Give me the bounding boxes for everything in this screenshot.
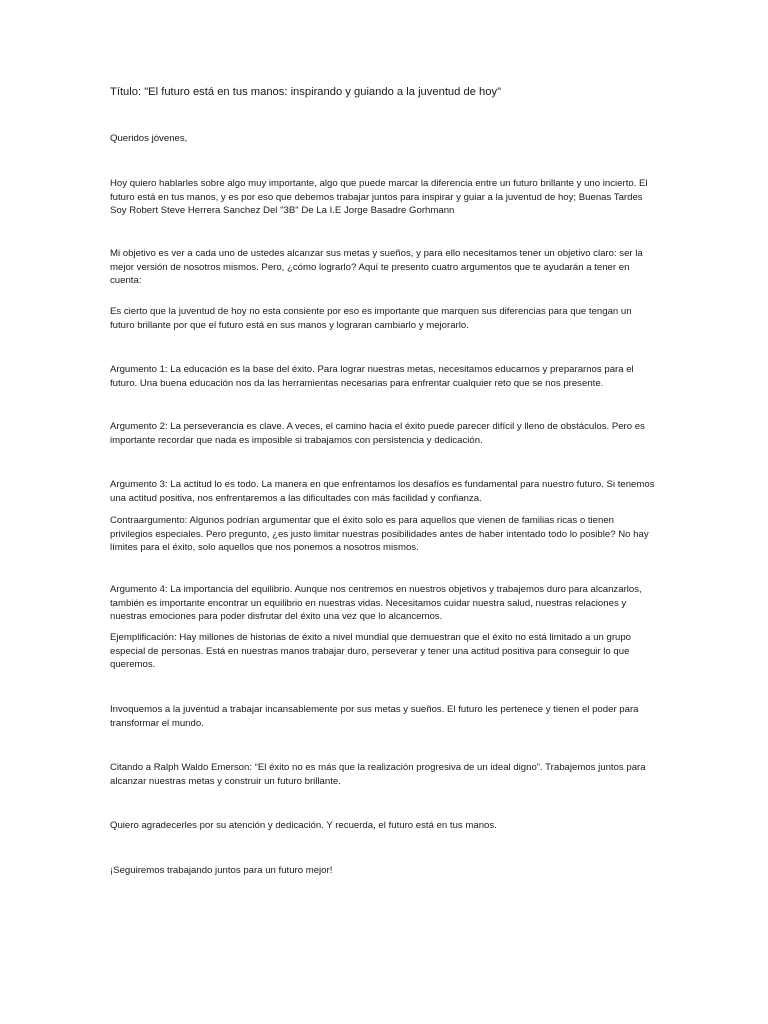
- intro-paragraph: Hoy quiero hablarles sobre algo muy importante, algo que puede marcar la diferencia entre un futuro brillante y uno incierto. El futuro está en tus manos, y es por eso que debemos trabajar juntos para inspirar y guiar a la juventud de hoy; Buenas Tardes Soy Robert Steve Herrera Sanchez Del "3B" De La I.E Jorge Basadre Gorhmann: [110, 178, 648, 216]
- exemplification-paragraph: Ejemplificación: Hay millones de historias de éxito a nivel mundial que demuestran que el éxito no está limitado a un grupo especial de personas. Está en nuestras manos trabajar duro, perseverar y tener una actitud positiva para conseguir lo que queremos.: [110, 632, 632, 670]
- quote-paragraph: Citando a Ralph Waldo Emerson: “El éxito no es más que la realización progresiva de un ideal digno”. Trabajemos juntos para alcanzar nuestras metas y construir un futuro brillante.: [110, 762, 646, 787]
- closing-paragraph: ¡Seguiremos trabajando juntos para un futuro mejor!: [110, 865, 333, 876]
- greeting-paragraph: Queridos jóvenes,: [110, 133, 188, 144]
- context-paragraph: Es cierto que la juventud de hoy no esta consiente por eso es importante que marquen sus diferencias para que tengan un futuro brillante por que el futuro está en sus manos y lograran cambiarlo y mejorarlo.: [110, 306, 632, 331]
- argument-4-paragraph: Argumento 4: La importancia del equilibrio. Aunque nos centremos en nuestros objetivos y trabajemos duro para alcanzarlos, también es importante encontrar un equilibrio en nuestras vidas. Necesitamos cuidar nuestra salud, nuestras relaciones y nuestras emociones para poder disfrutar del éxito una vez que lo alcancemos.: [110, 584, 642, 622]
- objective-paragraph: Mi objetivo es ver a cada uno de ustedes alcanzar sus metas y sueños, y para ello necesitamos tener un objetivo claro: ser la mejor versión de nosotros mismos. Pero, ¿cómo lograrlo? Aquí te presento cuatro argumentos que te ayudarán a tener en cuenta:: [110, 248, 643, 286]
- counterargument-paragraph: Contraargumento: Algunos podrían argumentar que el éxito solo es para aquellos que vienen de familias ricas o tienen privilegios especiales. Pero pregunto, ¿es justo limitar nuestras posibilidades antes de haber intentado todo lo posible? No hay límites para el éxito, solo aquellos que nos ponemos a nosotros mismos.: [110, 515, 649, 553]
- argument-2-paragraph: Argumento 2: La perseverancia es clave. A veces, el camino hacia el éxito puede parecer difícil y lleno de obstáculos. Pero es importante recordar que nada es imposible si trabajamos con persistencia y dedicación.: [110, 421, 645, 446]
- invocation-paragraph: Invoquemos a la juventud a trabajar incansablemente por sus metas y sueños. El futuro les pertenece y tienen el poder para transformar el mundo.: [110, 704, 639, 729]
- argument-1-paragraph: Argumento 1: La educación es la base del éxito. Para lograr nuestras metas, necesitamos educarnos y prepararnos para el futuro. Una buena educación nos da las herramientas necesarias para enfrentar cualquier reto que se nos presente.: [110, 364, 634, 389]
- document-title: Título: "El futuro está en tus manos: inspirando y guiando a la juventud de hoy": [110, 86, 502, 98]
- argument-3-paragraph: Argumento 3: La actitud lo es todo. La manera en que enfrentamos los desafíos es fundamental para nuestro futuro. Si tenemos una actitud positiva, nos enfrentaremos a las dificultades con más facilidad y confianza.: [110, 479, 655, 504]
- thanks-paragraph: Quiero agradecerles por su atención y dedicación. Y recuerda, el futuro está en tus manos.: [110, 820, 497, 831]
